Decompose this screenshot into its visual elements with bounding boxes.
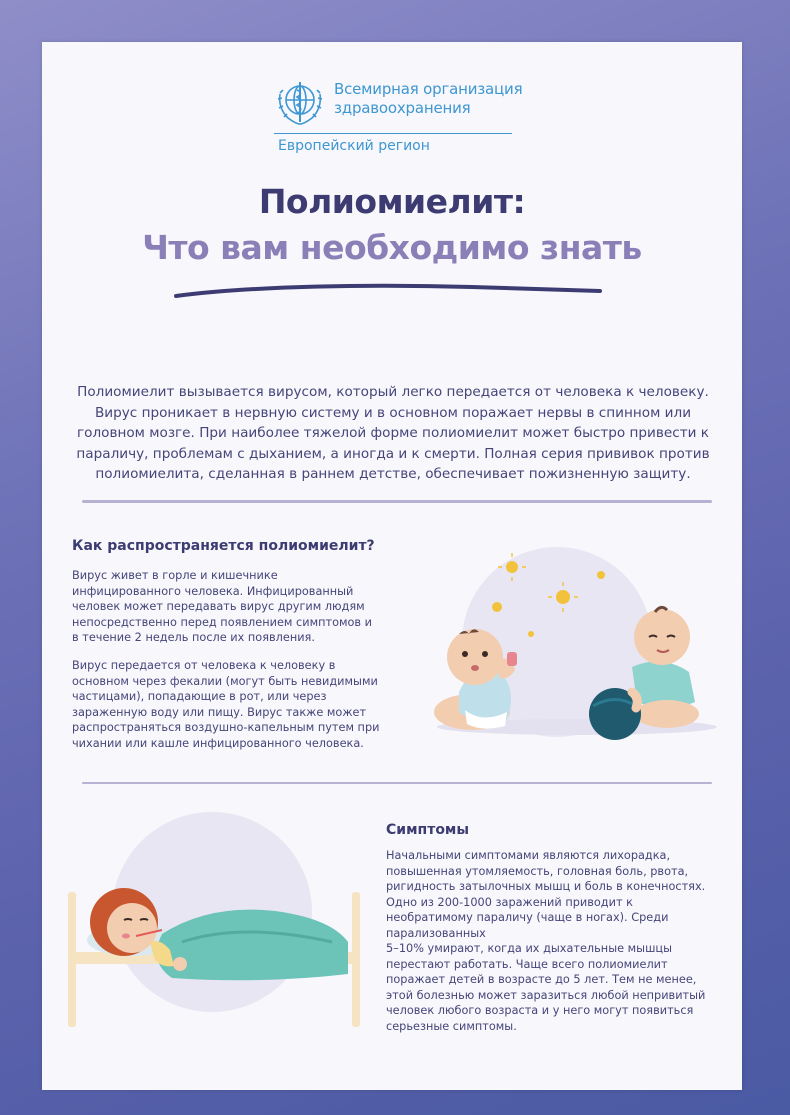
organization-name-line2: здравоохранения [334,99,471,117]
section-divider [82,500,712,503]
title-underline-swash [172,282,602,302]
who-emblem-icon [270,72,330,132]
region-label: Европейский регион [278,138,430,154]
sick-child-in-bed-illustration [62,802,382,1032]
symptoms-heading: Симптомы [386,822,470,838]
spread-paragraph-2: Вирус передается от человека к человеку в основном через фекалии (могут быть невидимыми частицами), попадающие в рот, или через зараженную воду или пищу. Вирус также может распространяться воздушно-капельным путем при чихании или кашле инфицированного человека. [72,659,380,750]
organization-name [334,80,564,118]
spread-heading: Как распространяется полиомиелит? [72,538,375,554]
organization-name-line1: Всемирная организация [334,80,523,98]
page-title: Полиомиелит: [258,182,526,221]
spread-paragraph-1: Вирус живет в горле и кишечнике инфицированного человека. Инфицированный человек может передавать вирус другим людям непосредственно перед появлением симптомов и в течение 2 недель после их появления. [72,569,373,645]
page-subtitle: Что вам необходимо знать [142,228,642,267]
babies-playing-illustration [427,542,727,742]
section-divider [82,782,712,784]
symptoms-paragraph-1: Начальными симптомами являются лихорадка, повышенная утомляемость, головная боль, рвота, ригидность затылочных мышц и боль в конечностях. Одно из 200-1000 заражений приводит к необратимому параличу (чаще в ногах). Среди парализованных [386,849,706,940]
intro-paragraph: Полиомиелит вызывается вирусом, который легко передается от человека к человеку. Вирус проникает в нервную систему и в основном поражает нервы в спинном или головном мозге. При наиболее тяжелой форме полиомиелит может быстро привести к параличу, проблемам с дыханием, а иногда и к смерти. Полная серия прививок против полиомиелита, сделанная в раннем детстве, обеспечивает пожизненную защиту. [76,384,710,482]
leaflet-page [42,42,742,1090]
header-rule [274,133,512,134]
symptoms-paragraph-2: 5–10% умирают, когда их дыхательные мышцы перестают работать. Чаще всего полиомиелит поражает детей в возрасте до 5 лет. Тем не менее, этой болезнью может заразиться любой непривитый человек любого возраста и у него могут появиться серьезные симптомы. [386,942,706,1033]
